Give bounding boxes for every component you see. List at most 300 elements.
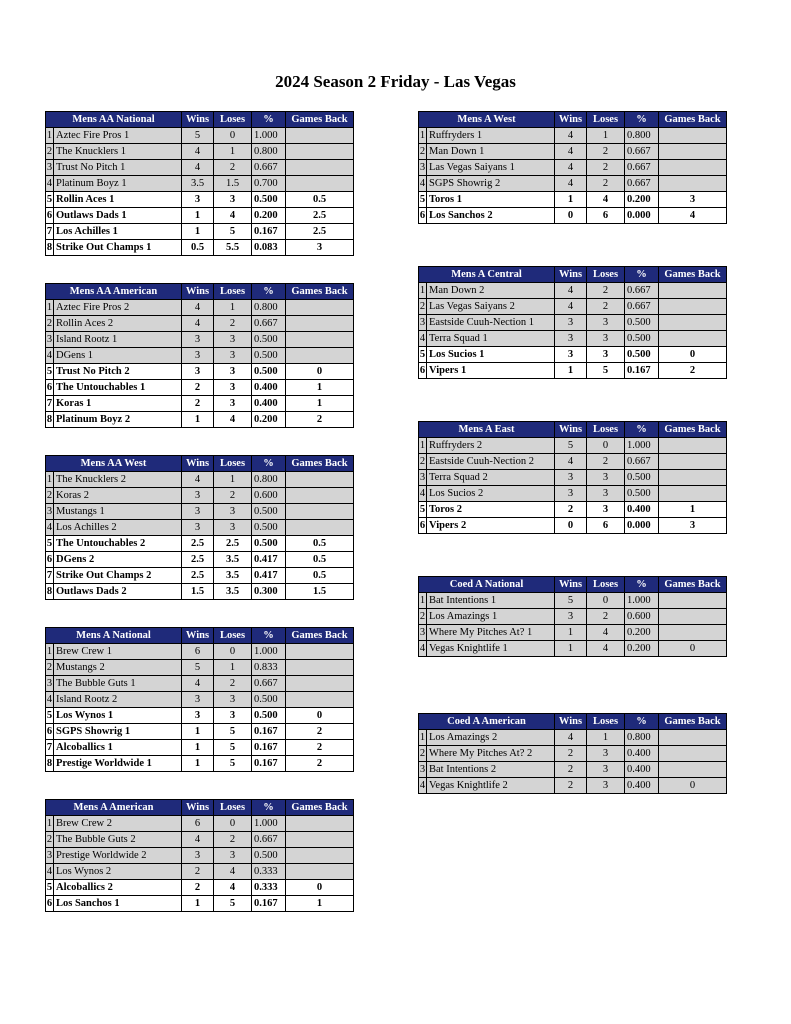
team-name: The Bubble Guts 2	[54, 832, 182, 848]
header-row	[419, 714, 727, 730]
wins-cell: 4	[555, 283, 587, 299]
wins-cell: 4	[182, 676, 214, 692]
table-row	[46, 724, 354, 740]
seed-cell: 8	[46, 584, 54, 600]
team-name: Los Sucios 1	[427, 347, 555, 363]
table-row	[46, 160, 354, 176]
team-name: Terra Squad 1	[427, 331, 555, 347]
games-back-header: Games Back	[659, 577, 727, 593]
games-back-cell: 0	[659, 347, 727, 363]
pct-cell: 0.400	[252, 380, 286, 396]
games-back-cell	[659, 454, 727, 470]
seed-cell: 3	[419, 625, 427, 641]
team-name: Island Rootz 1	[54, 332, 182, 348]
team-name: Platinum Boyz 2	[54, 412, 182, 428]
pct-cell: 0.167	[625, 363, 659, 379]
team-name: Strike Out Champs 2	[54, 568, 182, 584]
header-row	[46, 284, 354, 300]
games-back-cell	[659, 593, 727, 609]
seed-cell: 3	[46, 332, 54, 348]
table-row	[419, 609, 727, 625]
loses-cell: 3.5	[214, 552, 252, 568]
wins-cell: 3	[555, 470, 587, 486]
team-name: Ruffryders 1	[427, 128, 555, 144]
games-back-cell	[286, 832, 354, 848]
pct-header: %	[625, 422, 659, 438]
games-back-header: Games Back	[286, 800, 354, 816]
team-name: Aztec Fire Pros 1	[54, 128, 182, 144]
loses-cell: 1.5	[214, 176, 252, 192]
team-name: Los Wynos 2	[54, 864, 182, 880]
table-row	[419, 160, 727, 176]
games-back-cell	[659, 486, 727, 502]
games-back-cell	[659, 144, 727, 160]
team-name: Alcoballics 1	[54, 740, 182, 756]
games-back-header: Games Back	[659, 714, 727, 730]
team-name: Prestige Worldwide 2	[54, 848, 182, 864]
team-name: Terra Squad 2	[427, 470, 555, 486]
table-row	[46, 644, 354, 660]
loses-cell: 2	[587, 160, 625, 176]
loses-cell: 3	[214, 692, 252, 708]
wins-header: Wins	[555, 422, 587, 438]
pct-cell: 0.667	[252, 676, 286, 692]
pct-cell: 0.500	[252, 848, 286, 864]
games-back-cell: 1	[286, 396, 354, 412]
wins-header: Wins	[182, 456, 214, 472]
games-back-cell	[286, 144, 354, 160]
games-back-cell	[286, 644, 354, 660]
seed-cell: 4	[46, 520, 54, 536]
seed-cell: 3	[419, 160, 427, 176]
wins-cell: 0.5	[182, 240, 214, 256]
standings-header	[419, 422, 727, 438]
pct-cell: 0.500	[252, 348, 286, 364]
games-back-cell: 0.5	[286, 192, 354, 208]
seed-cell: 1	[46, 644, 54, 660]
pct-cell: 0.500	[625, 315, 659, 331]
loses-cell: 2.5	[214, 536, 252, 552]
games-back-cell: 2.5	[286, 208, 354, 224]
team-name: Koras 1	[54, 396, 182, 412]
loses-cell: 3	[587, 486, 625, 502]
wins-cell: 2.5	[182, 552, 214, 568]
table-row	[419, 593, 727, 609]
wins-cell: 1	[555, 363, 587, 379]
pct-cell: 0.667	[252, 316, 286, 332]
table-row	[46, 692, 354, 708]
wins-cell: 4	[182, 316, 214, 332]
seed-cell: 6	[46, 208, 54, 224]
games-back-cell	[659, 625, 727, 641]
division-name: Coed A American	[419, 714, 555, 730]
wins-cell: 2.5	[182, 568, 214, 584]
team-name: Eastside Cuuh-Nection 1	[427, 315, 555, 331]
team-name: Los Sucios 2	[427, 486, 555, 502]
pct-cell: 0.500	[252, 364, 286, 380]
pct-cell: 0.417	[252, 568, 286, 584]
team-name: Vipers 1	[427, 363, 555, 379]
team-name: Los Amazings 1	[427, 609, 555, 625]
wins-cell: 1	[182, 756, 214, 772]
loses-cell: 0	[214, 644, 252, 660]
seed-cell: 5	[46, 708, 54, 724]
pct-cell: 1.000	[252, 128, 286, 144]
seed-cell: 2	[419, 609, 427, 625]
games-back-cell	[286, 332, 354, 348]
team-name: Brew Crew 2	[54, 816, 182, 832]
header-row	[46, 800, 354, 816]
pct-cell: 1.000	[252, 816, 286, 832]
team-name: Eastside Cuuh-Nection 2	[427, 454, 555, 470]
loses-cell: 3.5	[214, 568, 252, 584]
team-name: The Knucklers 2	[54, 472, 182, 488]
table-row	[46, 348, 354, 364]
standings-body	[419, 438, 727, 534]
table-row	[46, 864, 354, 880]
loses-cell: 2	[214, 160, 252, 176]
loses-header: Loses	[214, 112, 252, 128]
standings-table	[45, 627, 354, 772]
standings-table	[45, 111, 354, 256]
games-back-cell	[659, 438, 727, 454]
wins-header: Wins	[555, 267, 587, 283]
seed-cell: 1	[46, 128, 54, 144]
table-row	[46, 380, 354, 396]
seed-cell: 4	[46, 176, 54, 192]
games-back-cell: 1.5	[286, 584, 354, 600]
table-row	[46, 144, 354, 160]
standings-body	[46, 644, 354, 772]
table-row	[46, 224, 354, 240]
team-name: DGens 1	[54, 348, 182, 364]
wins-cell: 4	[555, 454, 587, 470]
standings-body	[419, 128, 727, 224]
table-row	[46, 504, 354, 520]
division-name: Mens A West	[419, 112, 555, 128]
table-row	[419, 299, 727, 315]
pct-header: %	[252, 456, 286, 472]
team-name: Bat Intentions 2	[427, 762, 555, 778]
team-name: Los Sanchos 2	[427, 208, 555, 224]
wins-cell: 3	[182, 332, 214, 348]
pct-cell: 0.200	[252, 208, 286, 224]
team-name: Vegas Knightlife 2	[427, 778, 555, 794]
pct-cell: 0.667	[252, 832, 286, 848]
games-back-cell: 2.5	[286, 224, 354, 240]
seed-cell: 7	[46, 568, 54, 584]
wins-cell: 3	[555, 609, 587, 625]
table-row	[46, 240, 354, 256]
pct-cell: 0.667	[252, 160, 286, 176]
seed-cell: 4	[46, 864, 54, 880]
team-name: Koras 2	[54, 488, 182, 504]
loses-cell: 6	[587, 518, 625, 534]
seed-cell: 1	[419, 730, 427, 746]
standings-header	[419, 267, 727, 283]
games-back-cell: 1	[659, 502, 727, 518]
team-name: Island Rootz 2	[54, 692, 182, 708]
pct-cell: 0.800	[252, 472, 286, 488]
pct-cell: 0.800	[625, 128, 659, 144]
table-row	[46, 396, 354, 412]
team-name: The Knucklers 1	[54, 144, 182, 160]
seed-cell: 3	[46, 676, 54, 692]
pct-header: %	[252, 628, 286, 644]
loses-cell: 2	[587, 299, 625, 315]
wins-cell: 3	[182, 692, 214, 708]
table-row	[419, 454, 727, 470]
wins-cell: 2.5	[182, 536, 214, 552]
wins-cell: 4	[555, 144, 587, 160]
table-row	[46, 364, 354, 380]
loses-cell: 2	[587, 609, 625, 625]
table-row	[46, 552, 354, 568]
loses-cell: 2	[214, 488, 252, 504]
loses-cell: 5	[587, 363, 625, 379]
pct-cell: 0.700	[252, 176, 286, 192]
standings-table	[45, 283, 354, 428]
loses-header: Loses	[214, 456, 252, 472]
seed-cell: 2	[46, 144, 54, 160]
wins-cell: 0	[555, 208, 587, 224]
games-back-cell	[659, 609, 727, 625]
table-row	[419, 641, 727, 657]
games-back-cell: 2	[286, 740, 354, 756]
wins-cell: 4	[555, 176, 587, 192]
division-name: Mens A National	[46, 628, 182, 644]
pct-cell: 0.400	[252, 396, 286, 412]
team-name: Platinum Boyz 1	[54, 176, 182, 192]
games-back-cell: 2	[659, 363, 727, 379]
loses-header: Loses	[587, 112, 625, 128]
team-name: Where My Pitches At? 1	[427, 625, 555, 641]
table-row	[419, 730, 727, 746]
seed-cell: 3	[419, 470, 427, 486]
header-row	[419, 422, 727, 438]
pct-cell: 0.400	[625, 762, 659, 778]
wins-cell: 3	[182, 504, 214, 520]
seed-cell: 1	[419, 283, 427, 299]
seed-cell: 2	[419, 144, 427, 160]
team-name: Los Achilles 1	[54, 224, 182, 240]
games-back-header: Games Back	[286, 284, 354, 300]
team-name: The Untouchables 1	[54, 380, 182, 396]
seed-cell: 1	[46, 472, 54, 488]
pct-cell: 0.200	[625, 641, 659, 657]
table-row	[419, 192, 727, 208]
games-back-cell	[286, 300, 354, 316]
wins-cell: 4	[182, 832, 214, 848]
pct-header: %	[625, 267, 659, 283]
loses-cell: 2	[214, 832, 252, 848]
pct-cell: 0.500	[625, 331, 659, 347]
standings-header	[419, 112, 727, 128]
seed-cell: 2	[419, 454, 427, 470]
header-row	[419, 267, 727, 283]
team-name: Los Achilles 2	[54, 520, 182, 536]
seed-cell: 3	[419, 762, 427, 778]
pct-cell: 0.800	[252, 300, 286, 316]
wins-cell: 2	[555, 746, 587, 762]
seed-cell: 6	[46, 724, 54, 740]
seed-cell: 7	[46, 396, 54, 412]
pct-cell: 0.500	[625, 347, 659, 363]
pct-cell: 0.667	[625, 299, 659, 315]
pct-cell: 1.000	[252, 644, 286, 660]
pct-cell: 0.500	[252, 708, 286, 724]
loses-cell: 3	[587, 315, 625, 331]
wins-cell: 4	[182, 144, 214, 160]
table-row	[419, 208, 727, 224]
games-back-cell	[286, 316, 354, 332]
games-back-cell: 0.5	[286, 568, 354, 584]
standings-header	[46, 456, 354, 472]
standings-header	[46, 112, 354, 128]
loses-cell: 5	[214, 896, 252, 912]
loses-cell: 4	[214, 880, 252, 896]
loses-cell: 0	[587, 593, 625, 609]
standings-table	[418, 421, 727, 534]
loses-cell: 3	[587, 470, 625, 486]
table-row	[46, 536, 354, 552]
loses-header: Loses	[214, 628, 252, 644]
games-back-cell	[286, 128, 354, 144]
seed-cell: 2	[419, 746, 427, 762]
pct-cell: 0.300	[252, 584, 286, 600]
seed-cell: 4	[419, 331, 427, 347]
wins-cell: 4	[182, 472, 214, 488]
wins-cell: 4	[555, 128, 587, 144]
table-row	[419, 176, 727, 192]
wins-cell: 2	[182, 380, 214, 396]
team-name: Alcoballics 2	[54, 880, 182, 896]
games-back-cell	[659, 176, 727, 192]
loses-cell: 3	[214, 332, 252, 348]
table-row	[419, 144, 727, 160]
team-name: Trust No Pitch 1	[54, 160, 182, 176]
games-back-cell: 0	[286, 708, 354, 724]
seed-cell: 5	[46, 536, 54, 552]
team-name: Man Down 2	[427, 283, 555, 299]
seed-cell: 5	[46, 880, 54, 896]
loses-cell: 2	[214, 316, 252, 332]
team-name: Outlaws Dads 1	[54, 208, 182, 224]
seed-cell: 1	[419, 593, 427, 609]
loses-cell: 3	[587, 347, 625, 363]
pct-cell: 0.500	[625, 470, 659, 486]
wins-cell: 2	[555, 502, 587, 518]
table-row	[419, 502, 727, 518]
team-name: Strike Out Champs 1	[54, 240, 182, 256]
table-row	[46, 756, 354, 772]
team-name: Man Down 1	[427, 144, 555, 160]
wins-cell: 6	[182, 644, 214, 660]
team-name: Ruffryders 2	[427, 438, 555, 454]
table-row	[46, 660, 354, 676]
loses-cell: 5.5	[214, 240, 252, 256]
wins-cell: 3	[555, 347, 587, 363]
loses-cell: 5	[214, 756, 252, 772]
seed-cell: 6	[46, 380, 54, 396]
table-row	[46, 176, 354, 192]
team-name: Vegas Knightlife 1	[427, 641, 555, 657]
team-name: Los Wynos 1	[54, 708, 182, 724]
table-row	[419, 128, 727, 144]
games-back-cell	[286, 472, 354, 488]
pct-header: %	[625, 714, 659, 730]
table-row	[46, 708, 354, 724]
loses-cell: 3	[214, 520, 252, 536]
games-back-cell	[659, 128, 727, 144]
pct-cell: 0.500	[625, 486, 659, 502]
table-row	[46, 568, 354, 584]
games-back-cell: 3	[286, 240, 354, 256]
team-name: Toros 2	[427, 502, 555, 518]
table-row	[46, 192, 354, 208]
team-name: Los Sanchos 1	[54, 896, 182, 912]
table-row	[419, 746, 727, 762]
loses-header: Loses	[587, 714, 625, 730]
loses-cell: 3	[587, 762, 625, 778]
wins-header: Wins	[182, 628, 214, 644]
wins-cell: 6	[182, 816, 214, 832]
table-row	[419, 347, 727, 363]
standings-body	[46, 816, 354, 912]
table-row	[46, 128, 354, 144]
pct-cell: 0.200	[625, 192, 659, 208]
division-name: Mens AA American	[46, 284, 182, 300]
games-back-cell	[659, 470, 727, 486]
seed-cell: 2	[46, 316, 54, 332]
loses-cell: 4	[587, 192, 625, 208]
games-back-cell	[659, 746, 727, 762]
loses-cell: 3	[587, 746, 625, 762]
team-name: Vipers 2	[427, 518, 555, 534]
loses-cell: 1	[214, 472, 252, 488]
games-back-cell	[659, 730, 727, 746]
games-back-cell: 3	[659, 518, 727, 534]
wins-cell: 3	[182, 708, 214, 724]
seed-cell: 7	[46, 224, 54, 240]
loses-cell: 3	[214, 848, 252, 864]
team-name: Toros 1	[427, 192, 555, 208]
pct-cell: 0.167	[252, 724, 286, 740]
pct-header: %	[252, 800, 286, 816]
games-back-header: Games Back	[659, 112, 727, 128]
loses-cell: 5	[214, 724, 252, 740]
standings-table	[418, 576, 727, 657]
standings-table	[418, 713, 727, 794]
table-row	[46, 412, 354, 428]
seed-cell: 4	[419, 176, 427, 192]
team-name: Prestige Worldwide 1	[54, 756, 182, 772]
table-row	[419, 762, 727, 778]
header-row	[419, 577, 727, 593]
wins-cell: 1	[555, 641, 587, 657]
pct-cell: 0.400	[625, 746, 659, 762]
seed-cell: 8	[46, 240, 54, 256]
loses-cell: 6	[587, 208, 625, 224]
loses-cell: 4	[587, 641, 625, 657]
loses-cell: 1	[587, 730, 625, 746]
pct-cell: 0.417	[252, 552, 286, 568]
pct-cell: 0.167	[252, 224, 286, 240]
pct-cell: 0.167	[252, 740, 286, 756]
seed-cell: 1	[46, 300, 54, 316]
wins-cell: 1	[182, 412, 214, 428]
games-back-cell	[659, 315, 727, 331]
